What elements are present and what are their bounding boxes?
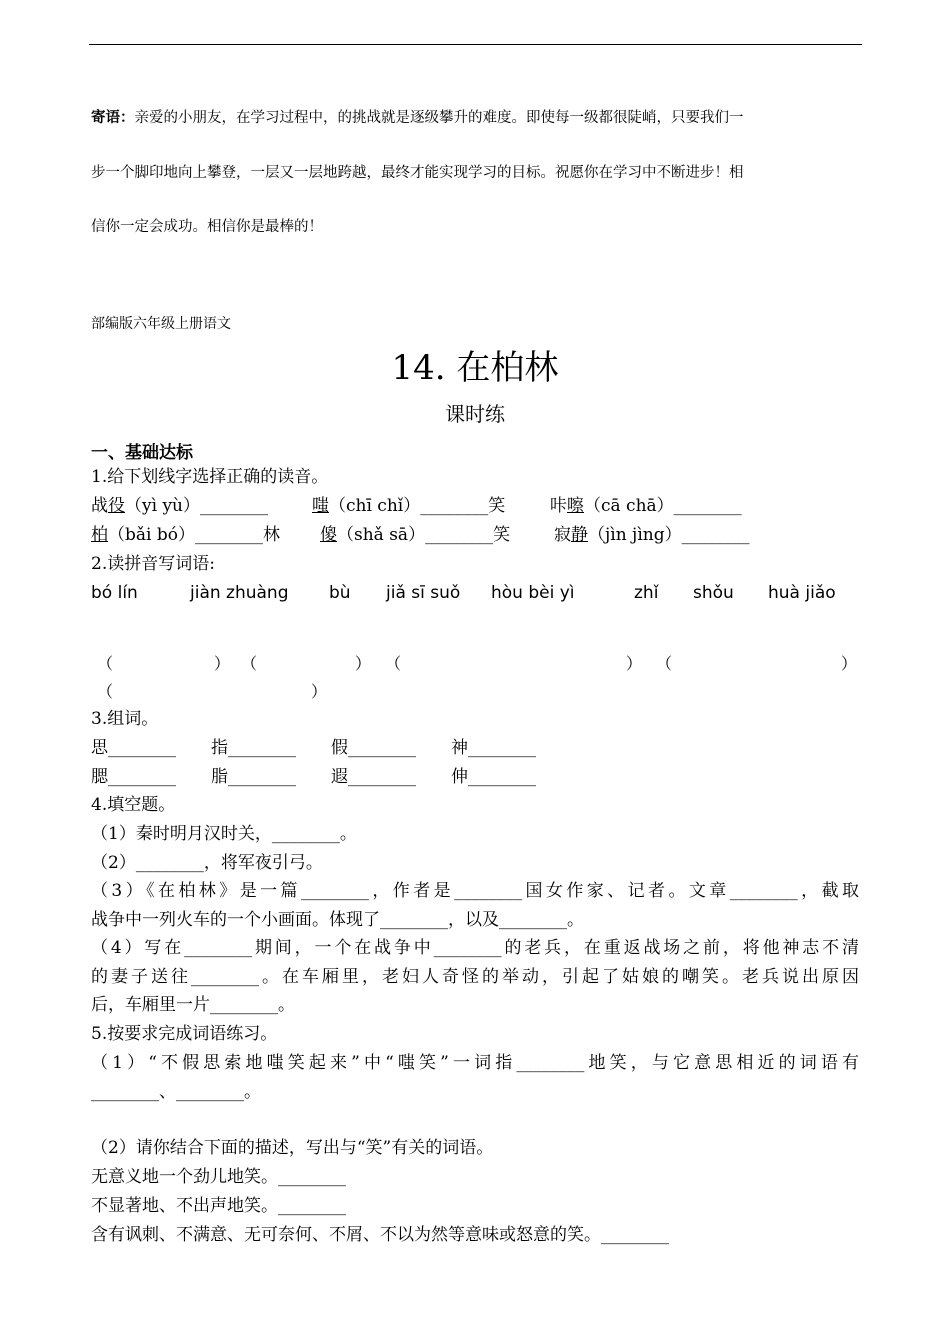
q4-line-4c: 后，车厢里一片________。 bbox=[91, 995, 295, 1015]
q4-line-2: （2）________，将军夜引弓。 bbox=[91, 853, 323, 873]
pinyin-8: huà jiǎo bbox=[768, 583, 836, 603]
lesson-subtitle: 课时练 bbox=[445, 402, 505, 426]
q4-line-4a: （4）写在________期间，一个在战争中________的老兵，在重返战场之前，将他神志不清 bbox=[91, 938, 859, 958]
q1-item-3: 咔嚓（cā chā）________ bbox=[550, 496, 742, 516]
answer-paren-open-5: （ bbox=[97, 682, 114, 701]
answer-paren-open-4: （ bbox=[656, 654, 673, 673]
q1-item-1: 战役（yì yù）________ bbox=[91, 496, 268, 516]
pinyin-6: zhǐ bbox=[634, 583, 659, 603]
greeting-line-1 bbox=[91, 108, 744, 128]
q5-desc-2: 不显著地、不出声地笑。________ bbox=[91, 1196, 346, 1216]
q1-prompt: 1.给下划线字选择正确的读音。 bbox=[91, 467, 329, 487]
q3-word-6: 脂________ bbox=[211, 767, 296, 787]
q1-item-6: 寂静（jìn jìng）________ bbox=[554, 525, 750, 545]
answer-paren-close-2: ） bbox=[355, 654, 372, 673]
q3-word-2: 指________ bbox=[211, 738, 296, 758]
q3-word-7: 遐________ bbox=[331, 767, 416, 787]
q3-word-3: 假________ bbox=[331, 738, 416, 758]
series-label: 部编版六年级上册语文 bbox=[91, 316, 231, 332]
pinyin-3: bù bbox=[329, 583, 351, 603]
greeting-line-3: 信你一定会成功。相信你是最棒的！ bbox=[91, 219, 323, 235]
answer-paren-close-3: ） bbox=[626, 654, 643, 673]
q4-line-4b: 的妻子送往________。在车厢里，老妇人奇怪的举动，引起了姑娘的嘲笑。老兵说出原因 bbox=[91, 967, 859, 987]
greeting-text-1: 亲爱的小朋友，在学习过程中，的挑战就是逐级攀升的难度。即使每一级都很陡峭，只要我们一 bbox=[134, 110, 744, 126]
q1-item-5: 傻（shǎ sā）________笑 bbox=[320, 525, 511, 545]
q3-word-8: 伸________ bbox=[451, 767, 536, 787]
answer-paren-open-3: （ bbox=[385, 654, 402, 673]
q5-desc-1: 无意义地一个劲儿地笑。________ bbox=[91, 1167, 346, 1187]
q4-line-3b: 战争中一列火车的一个小画面。体现了________，以及________。 bbox=[91, 910, 584, 930]
q3-word-1: 思________ bbox=[91, 738, 176, 758]
answer-paren-close-1: ） bbox=[214, 654, 231, 673]
answer-paren-close-4: ） bbox=[841, 654, 858, 673]
q5-desc-3: 含有讽刺、不满意、无可奈何、不屑、不以为然等意味或怒意的笑。________ bbox=[91, 1225, 669, 1245]
answer-paren-open-1: （ bbox=[97, 654, 114, 673]
q2-prompt: 2.读拼音写词语: bbox=[91, 554, 215, 574]
q4-line-3a: （3）《在柏林》是一篇________，作者是________国女作家、记者。文章________，截取 bbox=[91, 881, 859, 901]
pinyin-1: bó lín bbox=[91, 583, 138, 603]
pinyin-7: shǒu bbox=[693, 583, 734, 603]
q1-item-2: 嗤（chī chǐ）________笑 bbox=[312, 496, 506, 516]
q5-line-2: （2）请你结合下面的描述，写出与“笑”有关的词语。 bbox=[91, 1138, 494, 1158]
pinyin-5: hòu bèi yì bbox=[491, 583, 575, 603]
pinyin-4: jiǎ sī suǒ bbox=[386, 583, 461, 603]
q3-word-5: 腮________ bbox=[91, 767, 176, 787]
q5-line-1b: ________、________。 bbox=[91, 1082, 261, 1102]
greeting-label: 寄语： bbox=[91, 109, 135, 126]
pinyin-2: jiàn zhuàng bbox=[190, 583, 289, 603]
q1-item-4: 柏（bǎi bó）________林 bbox=[91, 525, 280, 545]
answer-paren-close-5: ） bbox=[311, 682, 328, 701]
q3-prompt: 3.组词。 bbox=[91, 709, 159, 729]
q4-line-1: （1）秦时明月汉时关，________。 bbox=[91, 824, 357, 844]
lesson-title: 14. 在柏林 bbox=[391, 348, 559, 388]
greeting-line-2: 步一个脚印地向上攀登，一层又一层地跨越，最终才能实现学习的目标。祝愿你在学习中不断进步！相 bbox=[91, 165, 744, 181]
header-rule bbox=[89, 44, 862, 45]
q5-line-1a: （1）“不假思索地嗤笑起来”中“嗤笑”一词指________地笑，与它意思相近的词语有 bbox=[91, 1053, 859, 1073]
answer-paren-open-2: （ bbox=[241, 654, 258, 673]
q5-prompt: 5.按要求完成词语练习。 bbox=[91, 1024, 278, 1044]
q3-word-4: 神________ bbox=[451, 738, 536, 758]
q4-prompt: 4.填空题。 bbox=[91, 795, 176, 815]
section-heading: 一、基础达标 bbox=[91, 443, 193, 463]
